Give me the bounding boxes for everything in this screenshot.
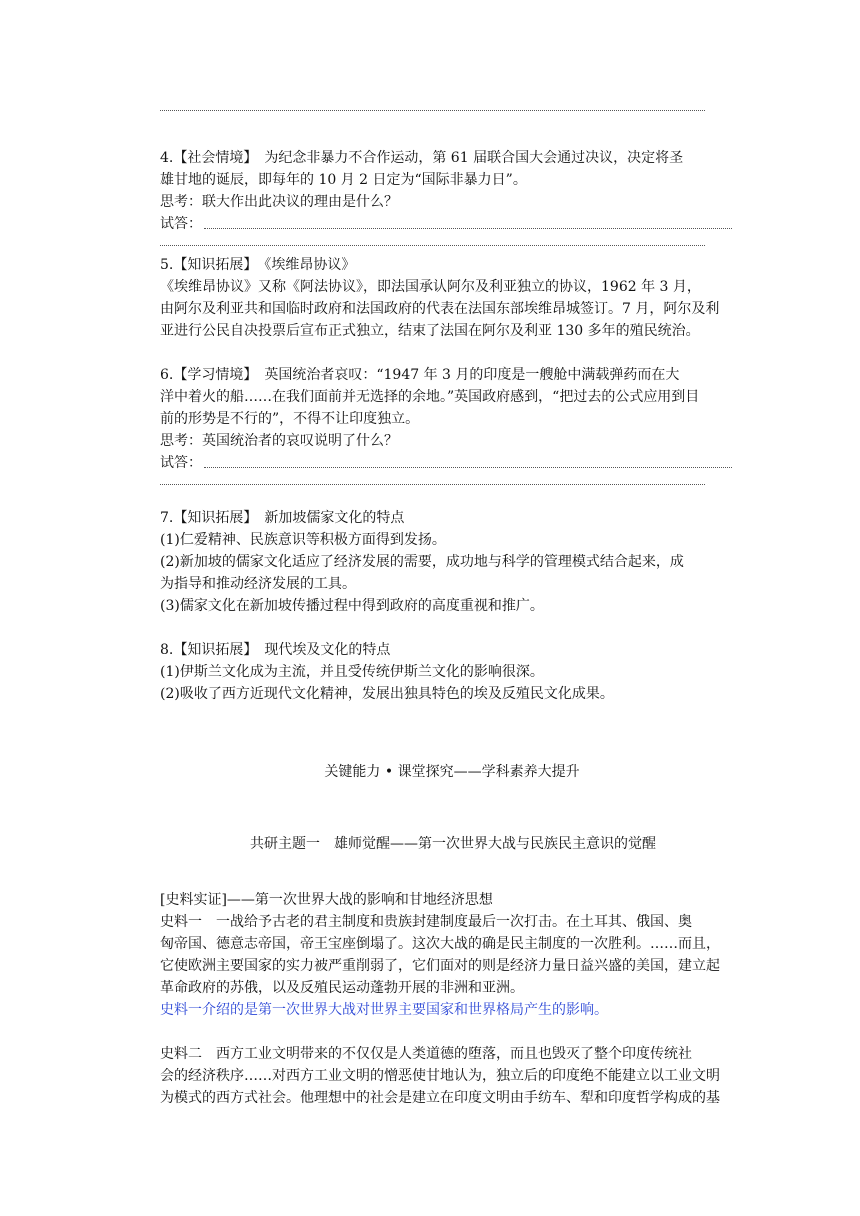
source-1-line-2: 匈帝国、德意志帝国，帝王宝座倒塌了。这次大战的确是民主制度的一次胜利。……而且，: [160, 936, 720, 952]
item-6-answer-row: [160, 452, 732, 474]
item-6-answer-field[interactable]: [204, 467, 732, 468]
item-5-line-1: 《埃维昂协议》又称《阿法协议》，即法国承认阿尔及利亚独立的协议，1962 年 3 月，: [160, 279, 701, 295]
item-4-think: 思考：联大作出此决议的理由是什么？: [160, 194, 398, 210]
item-5-heading: 5.【知识拓展】 《埃维昂协议》: [160, 257, 356, 273]
item-5-line-2: 由阿尔及利亚共和国临时政府和法国政府的代表在法国东部埃维昂城签订。7 月，阿尔及利: [160, 301, 720, 317]
item-4-answer-field[interactable]: [204, 228, 732, 229]
item-7-point-2a: (2)新加坡的儒家文化适应了经济发展的需要，成功地与科学的管理模式结合起来，成: [160, 554, 684, 570]
source-1-line-4: 革命政府的苏俄，以及反殖民运动蓬勃开展的非洲和亚洲。: [160, 980, 524, 996]
item-7-point-2b: 为指导和推动经济发展的工具。: [160, 576, 356, 592]
item-7-point-3: (3)儒家文化在新加坡传播过程中得到政府的高度重视和推广。: [160, 598, 544, 614]
research-theme-title: 共研主题一 雄师觉醒——第一次世界大战与民族民主意识的觉醒: [250, 836, 656, 852]
item-6-line-3: 前的形势是不行的”，不得不让印度独立。: [160, 411, 420, 427]
document-page: [160, 110, 732, 1109]
item-6-answer-label: 试答：: [160, 455, 202, 471]
source-2-line-2: 会的经济秩序……对西方工业文明的憎恶使甘地认为，独立后的印度绝不能建立以工业文明: [160, 1068, 720, 1084]
source-1-line-3: 它使欧洲主要国家的实力被严重削弱了，它们面对的则是经济力量日益兴盛的美国，建立起: [160, 958, 720, 974]
source-1-note: 史料一介绍的是第一次世界大战对世界主要国家和世界格局产生的影响。: [160, 1002, 608, 1018]
item-4-line-1: 4.【社会情境】 为纪念非暴力不合作运动，第 61 届联合国大会通过决议，决定将圣: [160, 150, 684, 166]
item-7-point-1: (1)仁爱精神、民族意识等积极方面得到发扬。: [160, 532, 446, 548]
key-ability-section: [160, 761, 732, 1109]
item-4-answer-row: [160, 213, 732, 235]
item-8-point-2: (2)吸收了西方近现代文化精神，发展出独具特色的埃及反殖民文化成果。: [160, 686, 614, 702]
item-8-point-1: (1)伊斯兰文化成为主流，并且受传统伊斯兰文化的影响很深。: [160, 664, 544, 680]
item-4-line-2: 雄甘地的诞辰，即每年的 10 月 2 日定为“国际非暴力日”。: [160, 172, 527, 188]
source-2-line-1: 史料二 西方工业文明带来的不仅仅是人类道德的堕落，而且也毁灭了整个印度传统社: [160, 1046, 692, 1062]
item-6-line-1: 6.【学习情境】 英国统治者哀叹：“1947 年 3 月的印度是一艘舱中满载弹药而在大: [160, 367, 680, 383]
item-4: [160, 147, 732, 246]
item-4-answer-label: 试答：: [160, 216, 202, 232]
source-2-line-3: 为模式的西方式社会。他理想中的社会是建立在印度文明由手纺车、犁和印度哲学构成的基: [160, 1090, 720, 1106]
item-7-heading: 7.【知识拓展】 新加坡儒家文化的特点: [160, 510, 405, 526]
section-title: 关键能力 • 课堂探究——学科素养大提升: [324, 764, 580, 780]
item-5: [160, 254, 732, 342]
item-8-heading: 8.【知识拓展】 现代埃及文化的特点: [160, 642, 391, 658]
item-8: [160, 639, 732, 705]
item-6-think: 思考：英国统治者的哀叹说明了什么？: [160, 433, 398, 449]
item-6-line-2: 洋中着火的船……在我们面前并无选择的余地。”英国政府感到，“把过去的公式应用到目: [160, 389, 700, 405]
item-5-line-3: 亚进行公民自决投票后宣布正式独立，结束了法国在阿尔及利亚 130 多年的殖民统治。: [160, 323, 700, 339]
item-6: [160, 364, 732, 485]
item-7: [160, 507, 732, 617]
evidence-heading: [史料实证]——第一次世界大战的影响和甘地经济思想: [160, 892, 493, 908]
source-1-line-1: 史料一 一战给予古老的君主制度和贵族封建制度最后一次打击。在土耳其、俄国、奥: [160, 914, 692, 930]
